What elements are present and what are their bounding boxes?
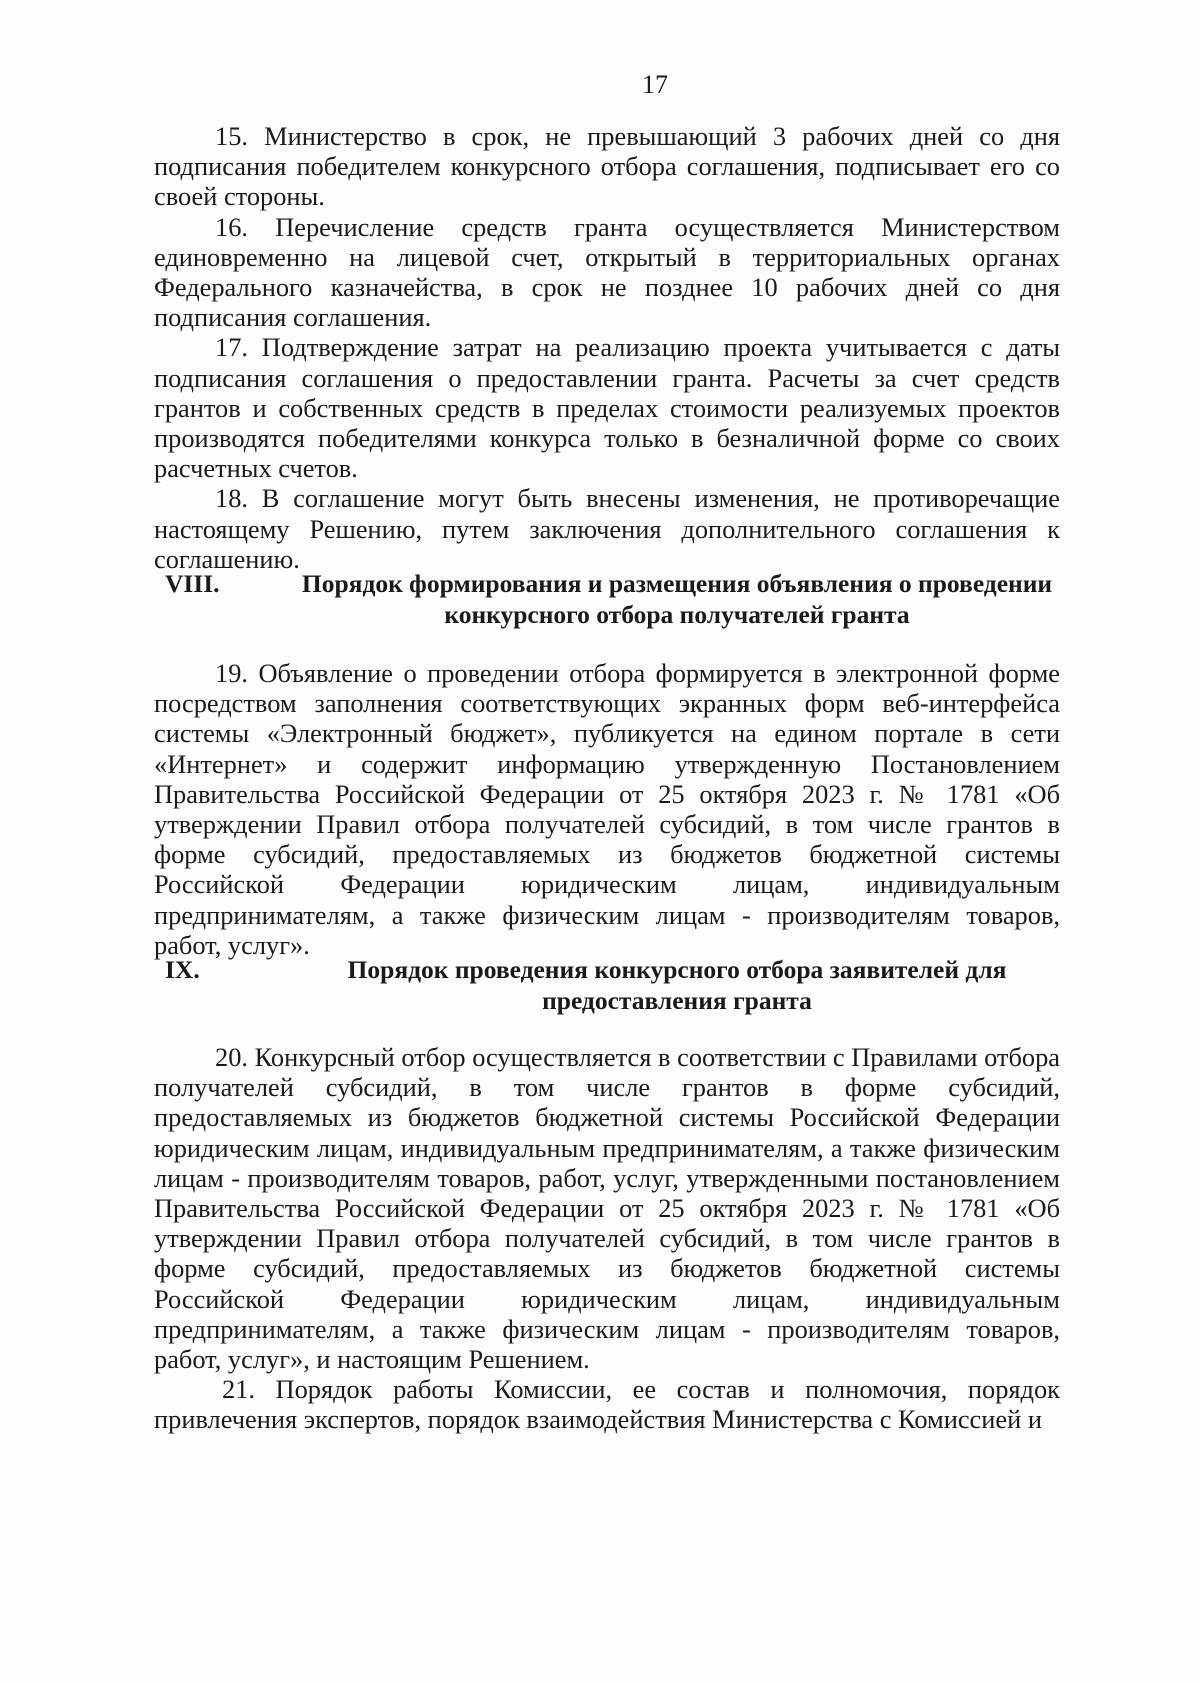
paragraph-group-vii — [154, 121, 1060, 574]
paragraph-21: 21. Порядок работы Комиссии, ее состав и полномочия, порядок привлечения экспертов, порядок взаимодействия Министерства с Комиссией и — [154, 1374, 1060, 1435]
paragraph-16: 16. Перечисление средств гранта осуществляется Министерством единовременно на лицевой счет, открытый в территориальных органах Федерального казначейства, в срок не позднее 10 рабочих дней со дня подписания соглашения. — [154, 211, 1060, 333]
section-number: VIII. — [165, 569, 220, 598]
paragraph-18: 18. В соглашение могут быть внесены изменения, не противоречащие настоящему Решению, путем заключения дополнительного соглашения к соглашению. — [154, 483, 1060, 574]
paragraph-group-viii — [154, 658, 1060, 960]
page-number: 17 — [642, 70, 668, 99]
section-title: Порядок формирования и размещения объявления о проведении конкурсного отбора получателей гранта — [301, 569, 1053, 629]
section-title: Порядок проведения конкурсного отбора заявителей для предоставления гранта — [347, 955, 1007, 1015]
section-heading-ix — [154, 955, 1060, 1016]
section-number: IX. — [165, 955, 200, 984]
paragraph-20: 20. Конкурсный отбор осуществляется в соответствии с Правилами отбора получателей субсидий, в том числе грантов в форме субсидий, предоставляемых из бюджетов бюджетной системы Российской Федерации юридическим лицам, индивидуальным предпринимателям, а также физическим лицам - производителям товаров, работ, услуг, утвержденными постановлением Правительства Российской Федерации от 25 октября 2023 г. № 1781 «Об утверждении Правил отбора получателей субсидий, в том числе грантов в форме субсидий, предоставляемых из бюджетов бюджетной системы Российской Федерации юридическим лицам, индивидуальным предпринимателям, а также физическим лицам - производителям товаров, работ, услуг», и настоящим Решением. — [154, 1042, 1060, 1375]
paragraph-17: 17. Подтверждение затрат на реализацию проекта учитывается с даты подписания соглашения о предоставлении гранта. Расчеты за счет средств грантов и собственных средств в пределах стоимости реализуемых проектов производятся победителями конкурса только в безналичной форме со своих расчетных счетов. — [154, 332, 1060, 484]
paragraph-15: 15. Министерство в срок, не превышающий 3 рабочих дней со дня подписания победителем конкурсного отбора соглашения, подписывает его со своей стороны. — [154, 121, 1060, 212]
paragraph-19: 19. Объявление о проведении отбора формируется в электронной форме посредством заполнения соответствующих экранных форм веб-интерфейса системы «Электронный бюджет», публикуется на едином портале в сети «Интернет» и содержит информацию утвержденную Постановлением Правительства Российской Федерации от 25 октября 2023 г. № 1781 «Об утверждении Правил отбора получателей субсидий, в том числе грантов в форме субсидий, предоставляемых из бюджетов бюджетной системы Российской Федерации юридическим лицам, индивидуальным предпринимателям, а также физическим лицам - производителям товаров, работ, услуг». — [154, 658, 1060, 960]
paragraph-group-ix — [154, 1042, 1060, 1435]
section-heading-viii — [154, 569, 1060, 630]
